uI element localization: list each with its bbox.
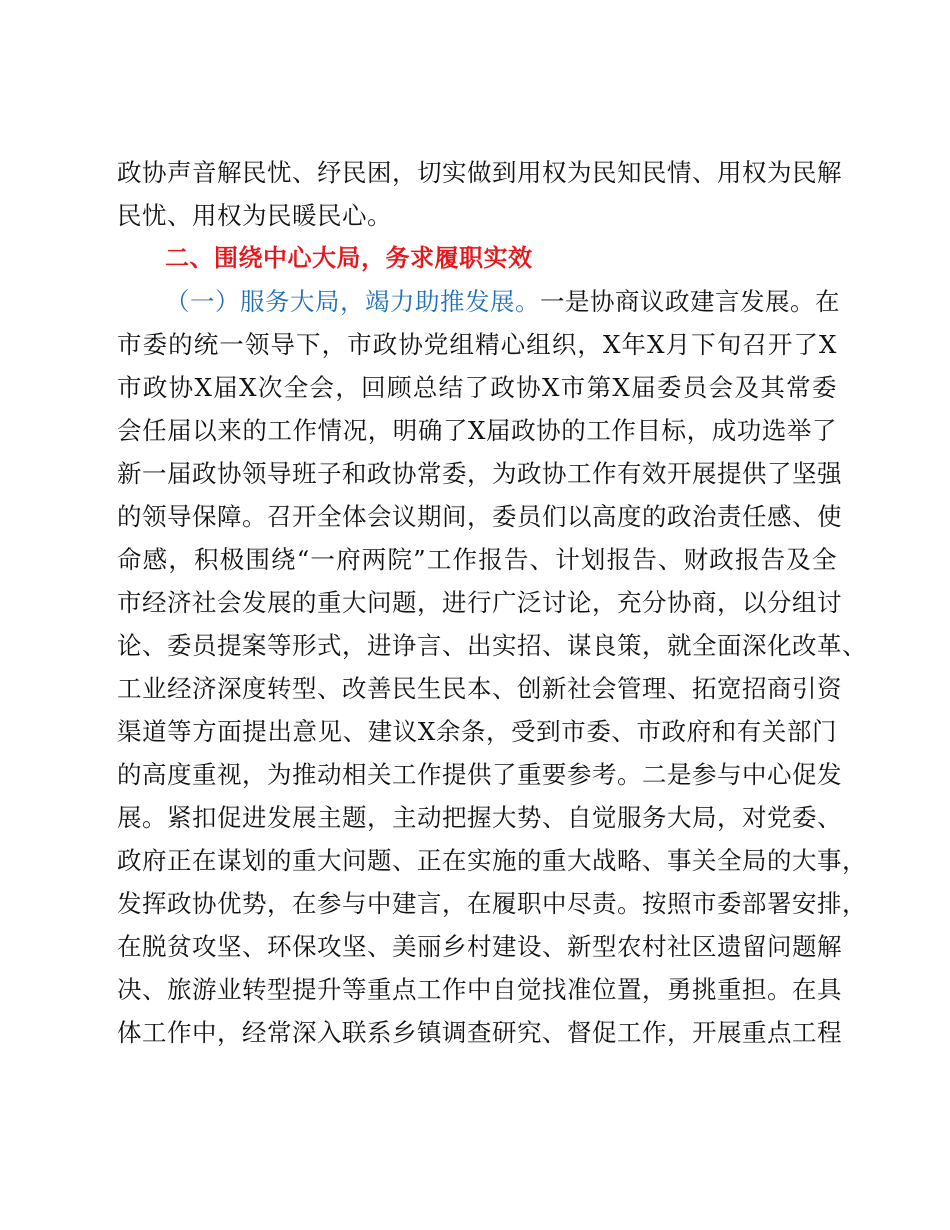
text-line: 市政协X届X次全会，回顾总结了政协X市第X届委员会及其常委 xyxy=(117,373,837,402)
text-line: 市委的统一领导下，市政协党组精心组织，X年X月下旬召开了X xyxy=(117,330,837,359)
text-line: 论、委员提案等形式，进诤言、出实招、谋良策，就全面深化改革、 xyxy=(117,631,867,660)
text-line: 命感，积极围绕“一府两院”工作报告、计划报告、财政报告及全 xyxy=(117,545,837,574)
text-line: 在脱贫攻坚、环保攻坚、美丽乡村建设、新型农村社区遗留问题解 xyxy=(117,932,842,961)
text-line: 的领导保障。召开全体会议期间，委员们以高度的政治责任感、使 xyxy=(117,502,842,531)
subheading: （一）服务大局，竭力助推发展。 xyxy=(165,287,540,316)
text-line: 一是协商议政建言发展。在 xyxy=(540,287,840,316)
text-line: 民忧、用权为民暖民心。 xyxy=(117,201,392,230)
text-line: 的高度重视，为推动相关工作提供了重要参考。二是参与中心促发 xyxy=(117,760,842,789)
text-line: 体工作中，经常深入联系乡镇调查研究、督促工作，开展重点工程 xyxy=(117,1018,842,1047)
text-line: 会任届以来的工作情况，明确了X届政协的工作目标，成功选举了 xyxy=(117,416,837,445)
paragraph-first-line xyxy=(117,280,840,323)
text-line: 发挥政协优势，在参与中建言，在履职中尽责。按照市委部署安排， xyxy=(117,889,867,918)
text-line: 市经济社会发展的重大问题，进行广泛讨论，充分协商，以分组讨 xyxy=(117,588,842,617)
text-line: 新一届政协领导班子和政协常委，为政协工作有效开展提供了坚强 xyxy=(117,459,842,488)
text-line: 工业经济深度转型、改善民生民本、创新社会管理、拓宽招商引资 xyxy=(117,674,842,703)
section-heading: 二、围绕中心大局，务求履职实效 xyxy=(165,244,533,272)
document-body xyxy=(117,151,867,1054)
text-line: 决、旅游业转型提升等重点工作中自觉找准位置，勇挑重担。在具 xyxy=(117,975,842,1004)
text-line: 展。紧扣促进发展主题，主动把握大势、自觉服务大局，对党委、 xyxy=(117,803,842,832)
text-line: 政协声音解民忧、纾民困，切实做到用权为民知民情、用权为民解 xyxy=(117,158,842,187)
text-line: 渠道等方面提出意见、建议X余条，受到市委、市政府和有关部门 xyxy=(117,717,837,746)
text-line: 政府正在谋划的重大问题、正在实施的重大战略、事关全局的大事， xyxy=(117,846,867,875)
